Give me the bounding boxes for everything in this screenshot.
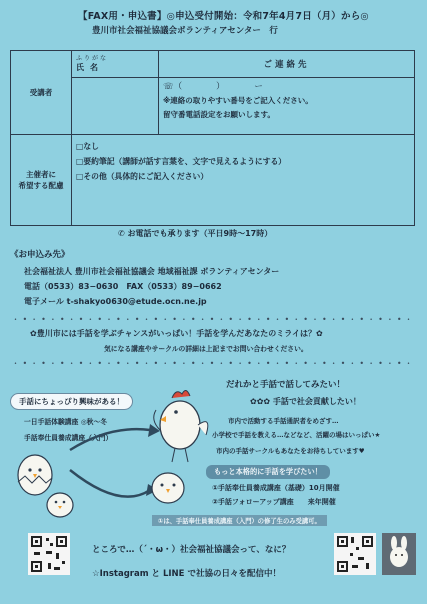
tagline-sub: 気になる講座やサークルの詳細は上記までお問い合わせください。	[104, 345, 308, 353]
consideration-label: 主催者に 希望する配慮	[11, 135, 72, 226]
advanced-banner: もっと本格的に手話を学びたい！	[206, 465, 330, 479]
sns-text: ☆Instagram と LINE で社協の日々を配信中！	[92, 569, 281, 579]
phone-icon: ✆	[118, 229, 125, 238]
intro-course: 手話奉仕員養成講座（入門）	[24, 434, 113, 442]
right-text-3: 市内の手話サークルもあなたをお待ちしています♥	[216, 447, 365, 455]
name-header	[72, 51, 159, 78]
chick-sign-icon	[152, 473, 184, 503]
name-label: 氏名	[76, 63, 104, 72]
tagline: ✿豊川市には手話を学ぶチャンスがいっぱい！手話を学んだあなたのミライは？✿	[30, 329, 323, 338]
interest-bubble: 手話にちょっぴり興味がある！	[10, 393, 133, 410]
option-other[interactable]: □その他（具体的にご記入ください）	[76, 172, 209, 181]
qr-code-icon[interactable]	[334, 533, 376, 575]
apply-phone: 電話（0533）83−0630 FAX（0533）89−0662	[24, 282, 222, 291]
basic-course: ①手話奉仕員養成講座（基礎）10月開催	[212, 484, 340, 492]
attendee-label: 受講者	[11, 51, 72, 135]
arrow-up-head	[148, 424, 160, 437]
arrow-up	[70, 429, 150, 450]
chick-egg-icon	[18, 455, 52, 495]
mascot-icon	[382, 533, 416, 575]
arrow-down	[70, 470, 150, 497]
right-text-2: 小学校で手話を教える…などなど、活躍の場はいっぱい★	[212, 431, 381, 439]
contact-field[interactable]	[159, 78, 415, 135]
furigana-label: ふりがな	[76, 55, 109, 62]
apply-org: 社会福祉法人 豊川市社会福祉協議会 地域福祉課 ボランティアセンター	[24, 267, 280, 276]
application-form	[10, 50, 415, 226]
qr-code-icon[interactable]	[28, 533, 70, 575]
talk-heading: だれかと手話で話してみたい！	[226, 380, 346, 390]
tel-note-1: ※連絡の取りやすい番号をご記入ください。	[163, 96, 313, 105]
phone-ok-note: ✆ お電話でも承ります（平日9時〜17時）	[118, 229, 273, 238]
option-summary-writing[interactable]: □要約筆記（講師が話す言葉を、文字で見えるようにする）	[76, 157, 287, 166]
dotted-divider: ・•・•・•・•・•・•・•・•・•・•・•・•・•・•・•・•・•・•・•・•・•・	[11, 315, 416, 324]
consideration-options	[72, 135, 415, 226]
tel-line: ☏（ ） ー	[163, 82, 263, 92]
chick-icon	[47, 493, 73, 517]
form-addressee: 豊川市社会福祉協議会ボランティアセンター 行	[92, 26, 278, 36]
dotted-divider-2: ・•・•・•・•・•・•・•・•・•・•・•・•・•・•・•・•・•・•・•・•・•・	[11, 359, 416, 368]
question-text: ところで…（´・ω・）社会福祉協議会って、なに？	[92, 545, 291, 555]
contribute-heading: ✿✿✿ 手話で社会貢献したい！	[250, 397, 361, 406]
apply-email: 電子メール t-shakyo0630@etude.ocn.ne.jp	[24, 297, 207, 306]
option-none[interactable]: □なし	[76, 142, 99, 151]
name-field[interactable]	[72, 78, 159, 135]
apply-heading: 《お申込み先》	[10, 250, 70, 260]
trial-course: 一日手話体験講座 ◎秋〜冬	[24, 418, 108, 426]
tel-note-2: 留守番電話設定をお願いします。	[163, 110, 275, 119]
form-header: 【FAX用・申込書】◎申込受付開始：令和7年4月7日（月）から◎	[78, 11, 369, 22]
course-footnote: ①は、手話奉仕員養成講座（入門）の修了生のみ受講可。	[152, 515, 327, 526]
rooster-icon	[154, 390, 208, 462]
followup-course: ②手話フォローアップ講座 来年開催	[212, 498, 336, 506]
right-text-1: 市内で活動する手話通訳者をめざす…	[228, 417, 339, 425]
contact-header: ご連絡先	[159, 51, 415, 78]
